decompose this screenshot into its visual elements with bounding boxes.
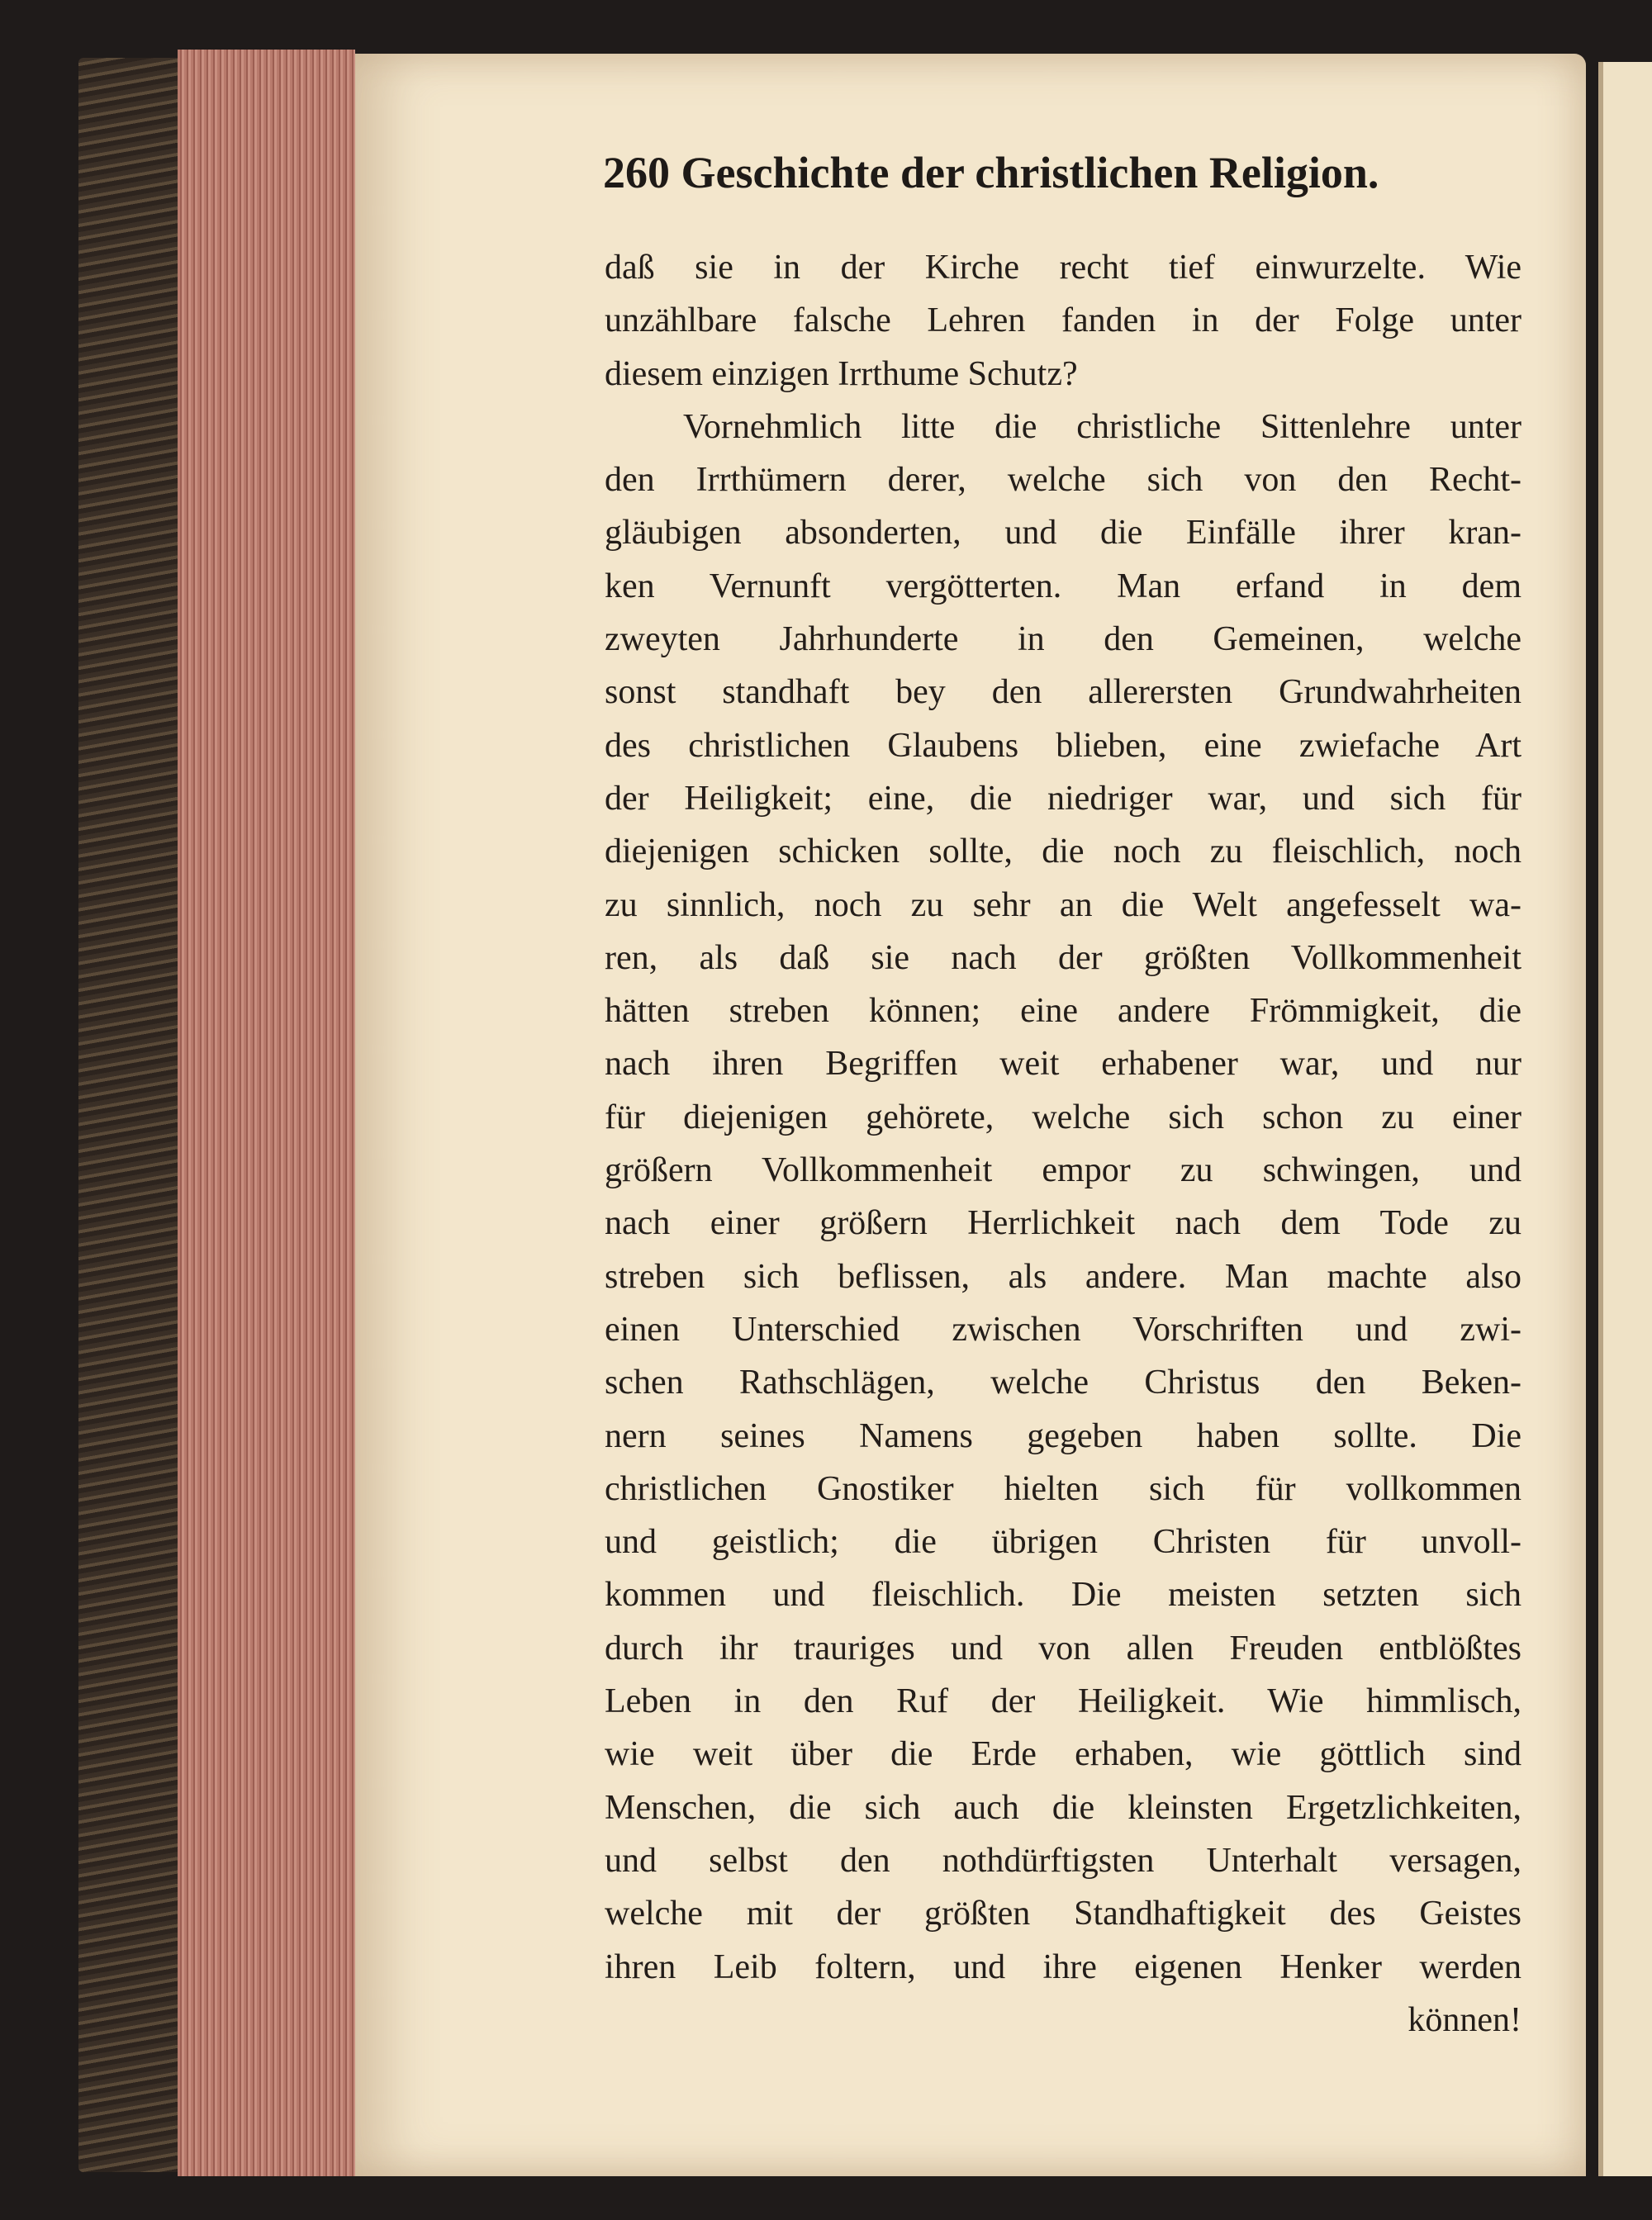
text-line: durch ihr trauriges und von allen Freuden entblößtes — [605, 1629, 1521, 1667]
facing-page-edge — [1598, 62, 1652, 2176]
text-line: wie weit über die Erde erhaben, wie göttlich sind — [605, 1735, 1521, 1774]
text-line: einen Unterschied zwischen Vorschriften und zwi- — [605, 1310, 1521, 1349]
page-edges — [178, 50, 355, 2176]
text-line: nach einer größern Herrlichkeit nach dem Tode zu — [605, 1204, 1521, 1243]
text-line: Menschen, die sich auch die kleinsten Ergetzlichkeiten, — [605, 1788, 1521, 1827]
text-line: kommen und fleischlich. Die meisten setzten sich — [605, 1576, 1521, 1615]
text-line: christlichen Gnostiker hielten sich für vollkommen — [605, 1469, 1521, 1508]
text-line: ihren Leib foltern, und ihre eigenen Henker werden — [605, 1947, 1521, 1986]
text-line: für diejenigen gehörete, welche sich schon zu einer — [605, 1098, 1521, 1136]
text-line: können! — [1408, 2000, 1521, 2039]
text-line: ken Vernunft vergötterten. Man erfand in dem — [605, 567, 1521, 605]
text-line: der Heiligkeit; eine, die niedriger war, und sich für — [605, 779, 1521, 818]
text-line: diesem einzigen Irrthume Schutz? — [605, 354, 1078, 393]
text-line: zu sinnlich, noch zu sehr an die Welt angefesselt wa- — [605, 885, 1521, 924]
text-line: und selbst den nothdürftigsten Unterhalt versagen, — [605, 1841, 1521, 1880]
text-line: Vornehmlich litte die christliche Sittenlehre unter — [683, 407, 1521, 446]
text-line: hätten streben können; eine andere Frömmigkeit, die — [605, 992, 1521, 1031]
running-title: Geschichte der christlichen Religion. — [681, 148, 1379, 197]
text-line: unzählbare falsche Lehren fanden in der Folge unter — [605, 301, 1521, 340]
text-line: sonst standhaft bey den allerersten Grundwahrheiten — [605, 673, 1521, 712]
text-line: und geistlich; die übrigen Christen für unvoll- — [605, 1523, 1521, 1562]
text-line: den Irrthümern derer, welche sich von den Recht- — [605, 461, 1521, 500]
text-line: daß sie in der Kirche recht tief einwurzelte. Wie — [605, 249, 1521, 287]
text-line: nern seines Namens gegeben haben sollte. Die — [605, 1416, 1521, 1455]
text-line: gläubigen absonderten, und die Einfälle ihrer kran- — [605, 514, 1521, 553]
text-line: größern Vollkommenheit empor zu schwingen, und — [605, 1151, 1521, 1190]
running-header — [603, 147, 1528, 198]
page-number: 260 — [603, 148, 670, 197]
text-line: Leben in den Ruf der Heiligkeit. Wie himmlisch, — [605, 1682, 1521, 1721]
text-line: zweyten Jahrhunderte in den Gemeinen, welche — [605, 620, 1521, 659]
text-line: nach ihren Begriffen weit erhabener war, und nur — [605, 1045, 1521, 1084]
text-line: diejenigen schicken sollte, die noch zu fleischlich, noch — [605, 832, 1521, 871]
text-line: des christlichen Glaubens blieben, eine zwiefache Art — [605, 726, 1521, 765]
body-text — [605, 241, 1521, 2047]
text-line: streben sich beflissen, als andere. Man machte also — [605, 1257, 1521, 1296]
text-line: ren, als daß sie nach der größten Vollkommenheit — [605, 938, 1521, 977]
text-line: welche mit der größten Standhaftigkeit des Geistes — [605, 1895, 1521, 1933]
text-line: schen Rathschlägen, welche Christus den Beken- — [605, 1364, 1521, 1402]
